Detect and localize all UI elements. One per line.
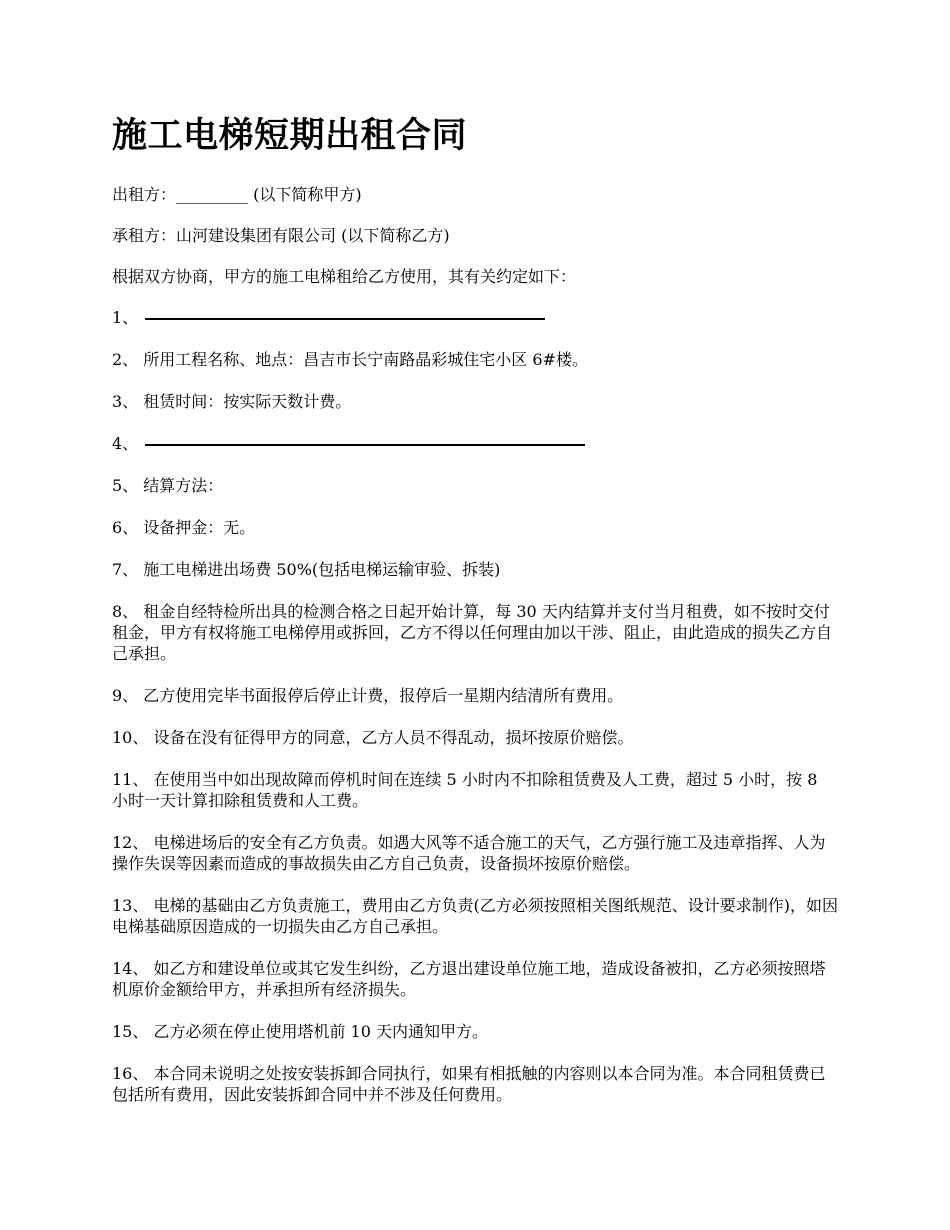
clause-11 xyxy=(112,769,838,811)
clause-5 xyxy=(112,475,838,496)
clause-4 xyxy=(112,433,838,454)
clause-10 xyxy=(112,727,838,748)
clause-number: 13、 xyxy=(112,896,149,915)
clause-14 xyxy=(112,958,838,1000)
clause-text: 所用工程名称、地点：昌吉市长宁南路晶彩城住宅小区 6#楼。 xyxy=(143,350,588,369)
clause-text: 设备押金：无。 xyxy=(143,518,256,537)
clause-8 xyxy=(112,601,838,664)
clause-text: 电梯进场后的安全有乙方负责。如遇大风等不适合施工的天气，乙方强行施工及违章指挥、人为操作失误等因素而造成的事故损失由乙方自己负责，设备损坏按原价赔偿。 xyxy=(112,833,826,873)
clause-2 xyxy=(112,349,838,370)
blank-rule xyxy=(145,318,545,320)
blank-rule xyxy=(145,444,585,446)
clause-1 xyxy=(112,307,838,328)
clause-3 xyxy=(112,391,838,412)
clause-number: 6、 xyxy=(112,518,139,537)
clause-number: 2、 xyxy=(112,350,139,369)
clause-number: 9、 xyxy=(112,686,139,705)
clause-text: 结算方法： xyxy=(143,476,224,495)
clause-text: 施工电梯进出场费 50%(包括电梯运输审验、拆装) xyxy=(143,560,501,579)
clause-number: 16、 xyxy=(112,1064,149,1083)
clause-text: 乙方必须在停止使用塔机前 10 天内通知甲方。 xyxy=(153,1022,489,1041)
clause-13 xyxy=(112,895,838,937)
clause-text: 电梯的基础由乙方负责施工，费用由乙方负责(乙方必须按照相关图纸规范、设计要求制作)，如因电梯基础原因造成的一切损失由乙方自己承担。 xyxy=(112,896,838,936)
clause-6 xyxy=(112,517,838,538)
clause-number: 10、 xyxy=(112,728,149,747)
clause-text: 租金自经特检所出具的检测合格之日起开始计算，每 30 天内结算并支付当月租费，如不按时交付租金，甲方有权将施工电梯停用或拆回，乙方不得以任何理由加以干涉、阻止，由此造成的损失乙方自己承担。 xyxy=(112,602,833,663)
clause-7 xyxy=(112,559,838,580)
clause-number: 11、 xyxy=(112,770,149,789)
clause-12 xyxy=(112,832,838,874)
clause-text: 在使用当中如出现故障而停机时间在连续 5 小时内不扣除租赁费及人工费，超过 5 小时，按 8 小时一天计算扣除租赁费和人工费。 xyxy=(112,770,818,810)
clause-number: 5、 xyxy=(112,476,139,495)
clause-text: 本合同未说明之处按安装拆卸合同执行，如果有相抵触的内容则以本合同为准。本合同租赁费已包括所有费用，因此安装拆卸合同中并不涉及任何费用。 xyxy=(112,1064,826,1104)
clause-number: 14、 xyxy=(112,959,149,978)
clause-text: 如乙方和建设单位或其它发生纠纷，乙方退出建设单位施工地，造成设备被扣，乙方必须按照塔机原价金额给甲方，并承担所有经济损失。 xyxy=(112,959,826,999)
clause-16 xyxy=(112,1063,838,1105)
clause-number: 7、 xyxy=(112,560,139,579)
clause-number: 12、 xyxy=(112,833,149,852)
lessee-line: 承租方：山河建设集团有限公司 (以下简称乙方) xyxy=(112,226,450,245)
clause-number: 4、 xyxy=(112,434,139,453)
clause-9 xyxy=(112,685,838,706)
clause-15 xyxy=(112,1021,838,1042)
clause-text: 乙方使用完毕书面报停后停止计费，报停后一星期内结清所有费用。 xyxy=(143,686,624,705)
intro-paragraph: 根据双方协商，甲方的施工电梯租给乙方使用，其有关约定如下： xyxy=(112,267,577,286)
clause-number: 8、 xyxy=(112,602,139,621)
clause-number: 3、 xyxy=(112,392,139,411)
lessor-line: 出租方：_________ (以下简称甲方) xyxy=(112,185,362,204)
clause-number: 15、 xyxy=(112,1022,149,1041)
clause-text: 设备在没有征得甲方的同意，乙方人员不得乱动，损坏按原价赔偿。 xyxy=(153,728,634,747)
clause-text: 租赁时间：按实际天数计费。 xyxy=(143,392,352,411)
clause-number: 1、 xyxy=(112,308,139,327)
document-title: 施工电梯短期出租合同 xyxy=(112,115,468,156)
